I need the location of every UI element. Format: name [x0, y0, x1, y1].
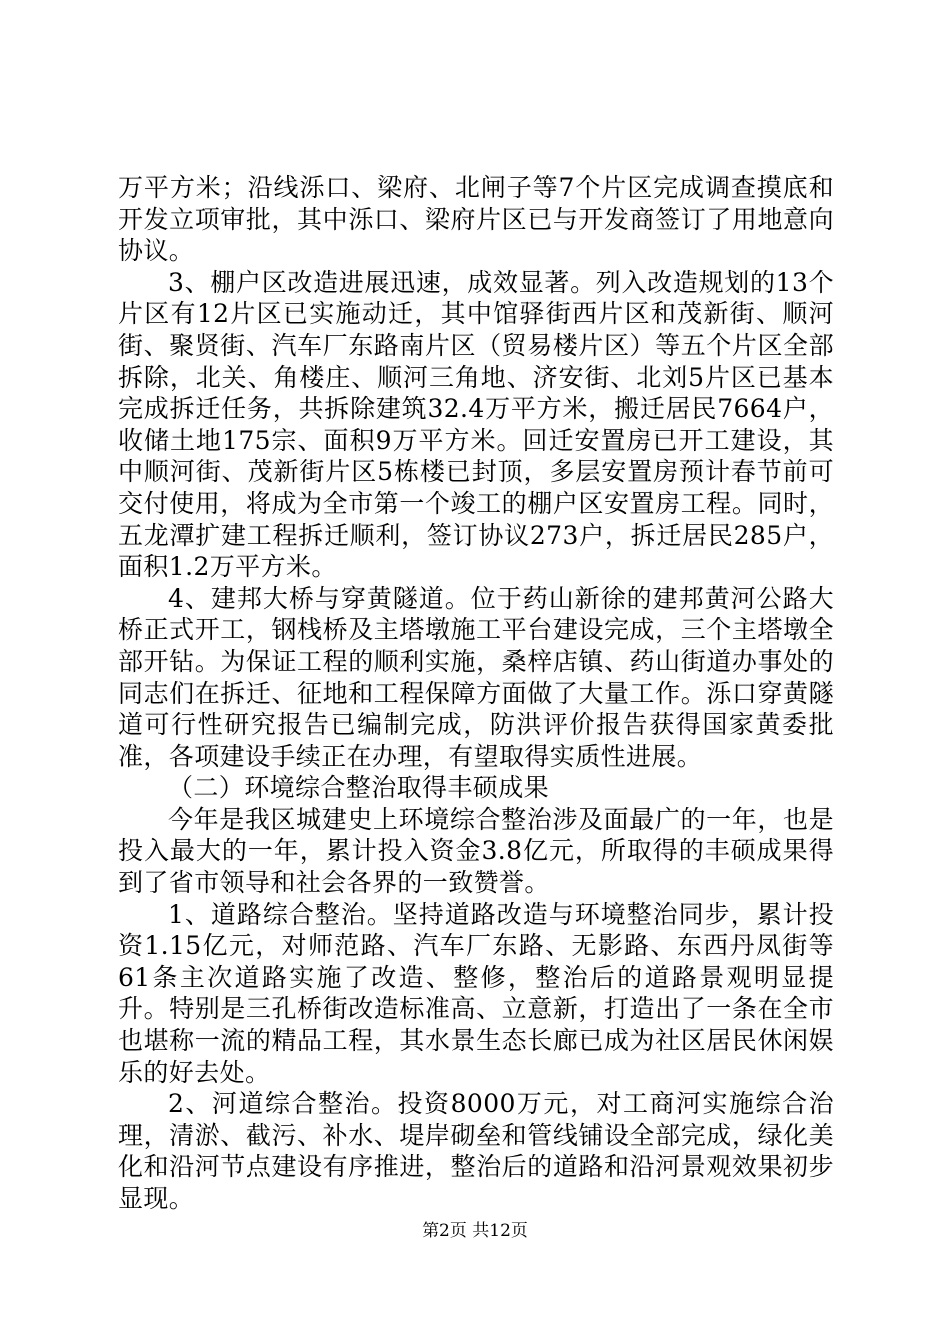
- paragraph-river-renovation: 2、河道综合整治。投资8000万元，对工商河实施综合治理，清淤、截污、补水、堤岸砌垒和管线铺设全部完成，绿化美化和沿河节点建设有序推进，整治后的道路和沿河景观效果初步显现。: [118, 1089, 834, 1213]
- paragraph-continuation: 万平方米；沿线泺口、梁府、北闸子等7个片区完成调查摸底和开发立项审批，其中泺口、梁府片区已与开发商签订了用地意向协议。: [118, 173, 834, 266]
- document-body: [118, 172, 834, 1215]
- paragraph-shantytown-renovation: 3、棚户区改造进展迅速，成效显著。列入改造规划的13个片区有12片区已实施动迁，其中馆驿街西片区和茂新街、顺河街、聚贤街、汽车厂东路南片区（贸易楼片区）等五个片区全部拆除，北关、角楼庄、顺河三角地、济安街、北刘5片区已基本完成拆迁任务，共拆除建筑32.4万平方米，搬迁居民7664户，收储土地175宗、面积9万平方米。回迁安置房已开工建设，其中顺河街、茂新街片区5栋楼已封顶，多层安置房预计春节前可交付使用，将成为全市第一个竣工的棚户区安置房工程。同时，五龙潭扩建工程拆迁顺利，签订协议273户，拆迁居民285户，面积1.2万平方米。: [118, 267, 834, 582]
- section-heading: （二）环境综合整治取得丰硕成果: [168, 773, 550, 803]
- paragraph-bridge-tunnel: 4、建邦大桥与穿黄隧道。位于药山新徐的建邦黄河公路大桥正式开工，钢栈桥及主塔墩施工平台建设完成，三个主塔墩全部开钻。为保证工程的顺利实施，桑梓店镇、药山街道办事处的同志们在拆迁、征地和工程保障方面做了大量工作。泺口穿黄隧道可行性研究报告已编制完成，防洪评价报告获得国家黄委批准，各项建设手续正在办理，有望取得实质性进展。: [118, 583, 834, 771]
- paragraph-road-renovation: 1、道路综合整治。坚持道路改造与环境整治同步，累计投资1.15亿元，对师范路、汽车厂东路、无影路、东西丹凤街等61条主次道路实施了改造、整修，整治后的道路景观明显提升。特别是三孔桥街改造标准高、立意新，打造出了一条在全市也堪称一流的精品工程，其水景生态长廊已成为社区居民休闲娱乐的好去处。: [118, 899, 834, 1087]
- page-footer: 第2页 共12页: [422, 1221, 528, 1241]
- paragraph-environment-overview: 今年是我区城建史上环境综合整治涉及面最广的一年，也是投入最大的一年，累计投入资金3.8亿元，所取得的丰硕成果得到了省市领导和社会各界的一致赞誉。: [118, 804, 834, 898]
